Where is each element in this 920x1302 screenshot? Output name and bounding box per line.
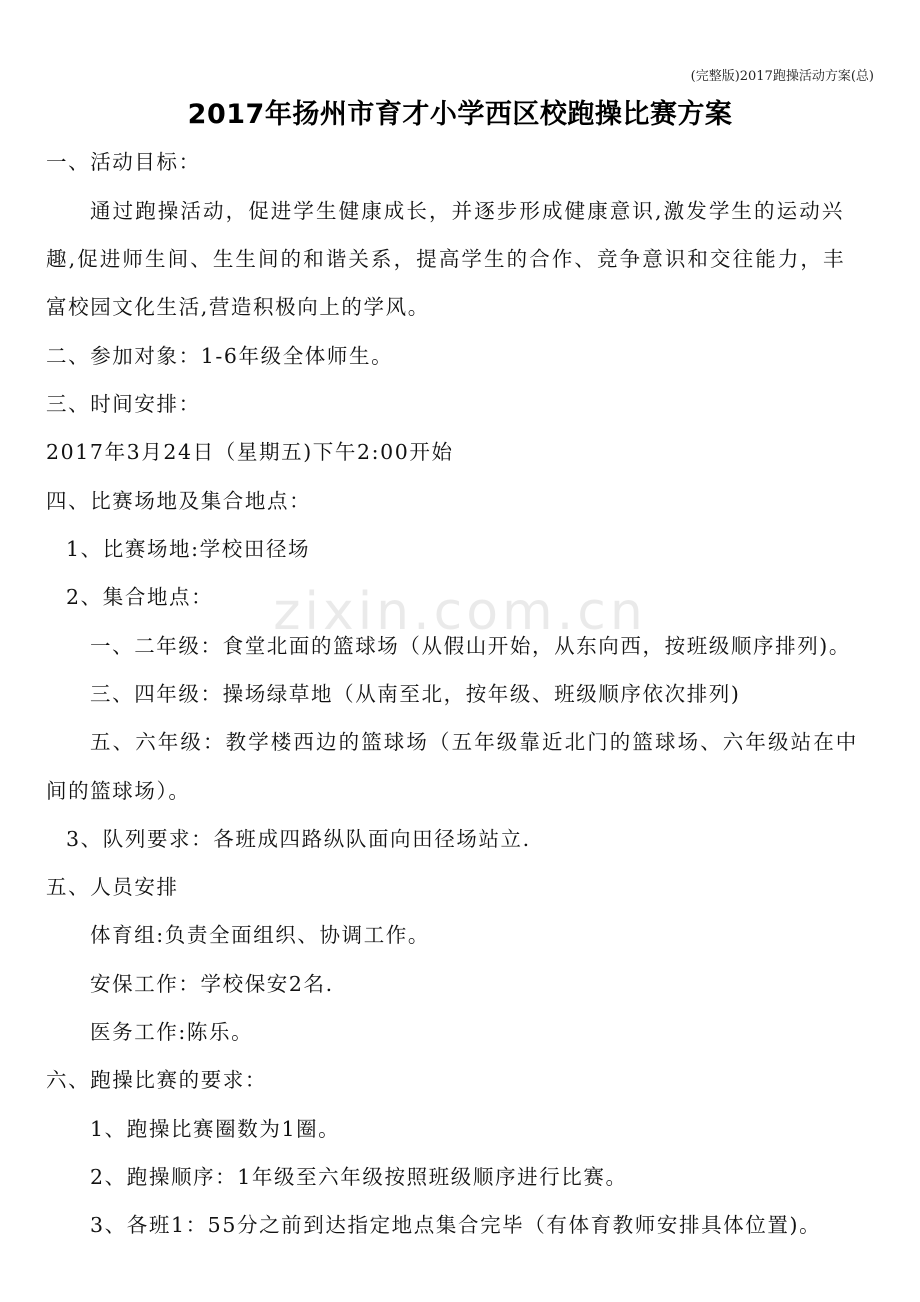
section-4-item-2: 2、集合地点： — [66, 585, 214, 609]
section-3-heading: 三、时间安排： — [46, 392, 201, 416]
section-5-item-1: 体育组:负责全面组织、协调工作。 — [90, 923, 431, 947]
document-title: 2017年扬州市育才小学西区校跑操比赛方案 — [187, 99, 733, 130]
section-6-item-1: 1、跑操比赛圈数为1圈。 — [90, 1117, 341, 1141]
section-4-item-3: 3、队列要求：各班成四路纵队面向田径场站立. — [66, 827, 531, 851]
section-2-heading: 二、参加对象：1-6年级全体师生。 — [46, 344, 394, 368]
section-3-time: 2017年3月24日（星期五)下午2:00开始 — [46, 440, 454, 464]
section-6-item-2: 2、跑操顺序：1年级至六年级按照班级顺序进行比赛。 — [90, 1165, 628, 1189]
section-5-item-2: 安保工作：学校保安2名. — [90, 972, 334, 996]
section-1-paragraph-line-2: 趣,促进师生间、生生间的和谐关系，提高学生的合作、竞争意识和交往能力，丰 — [46, 247, 846, 271]
section-1-paragraph-line-1: 通过跑操活动，促进学生健康成长，并逐步形成健康意识,激发学生的运动兴 — [90, 199, 845, 223]
section-1-heading: 一、活动目标： — [46, 150, 201, 174]
watermark: zixin.com.cn — [273, 582, 647, 642]
section-5-item-3: 医务工作:陈乐。 — [90, 1020, 254, 1044]
section-4-item-2-a: 一、二年级：食堂北面的篮球场（从假山开始，从东向西，按班级顺序排列)。 — [90, 634, 851, 658]
section-4-item-2-c-line-1: 五、六年级：教学楼西边的篮球场（五年级靠近北门的篮球场、六年级站在中 — [90, 730, 859, 754]
section-6-item-3: 3、各班1：55分之前到达指定地点集合完毕（有体育教师安排具体位置)。 — [90, 1213, 822, 1237]
section-6-heading: 六、跑操比赛的要求： — [46, 1068, 267, 1092]
section-4-item-2-c-line-2: 间的篮球场）。 — [46, 779, 191, 803]
section-4-item-1: 1、比赛场地:学校田径场 — [66, 537, 311, 561]
section-1-paragraph-line-3: 富校园文化生活,营造积极向上的学风。 — [46, 295, 430, 319]
section-4-item-2-b: 三、四年级：操场绿草地（从南至北，按年级、班级顺序依次排列) — [90, 682, 741, 706]
section-5-heading: 五、人员安排 — [46, 875, 179, 899]
section-4-heading: 四、比赛场地及集合地点： — [46, 489, 312, 513]
header-note: (完整版)2017跑操活动方案(总) — [690, 69, 874, 84]
